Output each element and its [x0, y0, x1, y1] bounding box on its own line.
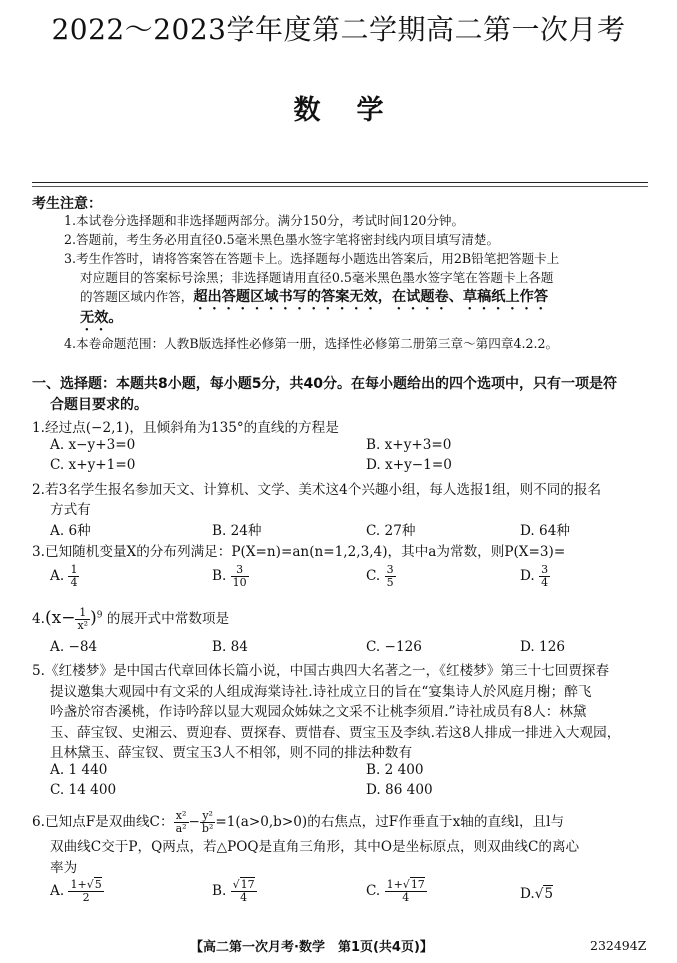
q3-c-label: C. [366, 568, 381, 584]
note-3-line2: 对应题目的答案标号涂黑；非选择题请用直径0.5毫米黑色墨水签字笔在答题卡上各题 [80, 270, 554, 285]
q6-b-fraction [231, 879, 257, 904]
q6-b-radicand: 17 [240, 878, 255, 891]
q6-line1 [32, 810, 564, 835]
q3-d-fraction [539, 564, 550, 589]
q3-d-num: 3 [541, 563, 549, 576]
q6-c-num: 1+√17 [386, 878, 425, 891]
q4-stem [32, 607, 229, 632]
q6-frac-x-den: a² [175, 822, 187, 835]
note-3-emphasis-end: 无效。 [80, 310, 123, 326]
q6-b-label: B. [212, 883, 227, 899]
q5-option-a: A. 1 440 [50, 762, 108, 778]
q3-option-c [366, 564, 396, 589]
q6-frac-x-num: x² [174, 810, 189, 823]
q6-a-fraction [68, 879, 103, 904]
note-3-line4 [80, 308, 123, 334]
q4-expr-close: ) [90, 608, 97, 628]
q6-d-label: D. [520, 886, 535, 902]
q2-option-b: B. 24种 [212, 523, 262, 539]
q4-option-d: D. 126 [520, 639, 566, 655]
q6-c-fraction [385, 879, 427, 904]
q3-a-den: 4 [70, 576, 78, 589]
q5-line2: 提议邀集大观园中有文采的人组成海棠诗社.诗社成立日的旨在“宴集诗人於风庭月榭；醉飞 [50, 684, 592, 700]
q6-a-num: 1+√5 [70, 878, 102, 891]
q1-option-a: A. x−y+3=0 [50, 437, 136, 453]
q3-d-label: D. [520, 568, 535, 584]
q3-c-den: 5 [386, 576, 394, 589]
q2-option-c: C. 27种 [366, 523, 416, 539]
q6-text-a: 6.已知点F是双曲线C： [32, 814, 174, 830]
q1-option-d: D. x+y−1=0 [366, 457, 452, 473]
q3-a-label: A. [50, 568, 65, 584]
q3-a-num: 1 [70, 563, 78, 576]
q6-c-den: 4 [402, 891, 410, 904]
q6-frac-y [200, 810, 215, 835]
note-3-line3 [80, 287, 548, 313]
q2-stem: 2.若3名学生报名参加天文、计算机、文学、美术这4个兴趣小组，每人选报1组，则不同的报名 [32, 482, 602, 498]
paper-code: 232494Z [590, 938, 647, 953]
q6-a-label: A. [50, 883, 65, 899]
q4-number: 4. [32, 611, 45, 627]
note-3-text: 的答题区域内作答， [80, 289, 194, 304]
q4-frac-den: x² [77, 619, 89, 632]
section-heading: 一、选择题：本题共8小题，每小题5分，共40分。在每小题给出的四个选项中，只有一项是符 [32, 376, 617, 392]
q6-d-radicand: 5 [544, 886, 554, 902]
q4-option-c: C. −126 [366, 639, 422, 655]
q4-fraction [75, 607, 90, 632]
q6-option-c [366, 879, 427, 904]
q2-option-a: A. 6种 [50, 523, 91, 539]
q1-stem: 1.经过点(−2,1)，且倾斜角为135°的直线的方程是 [32, 420, 339, 436]
q5-option-c: C. 14 400 [50, 782, 117, 798]
q5-line3: 吟盏於帘杏溪桃，作诗吟辞以显大观园众姊妹之文采不让桃李须眉.”诗社成员有8人：林黛 [50, 704, 587, 720]
note-3-line1: 3.考生作答时，请将答案答在答题卡上。选择题每小题选出答案后，用2B铅笔把答题卡上 [64, 251, 560, 266]
q6-a-radicand: 5 [94, 878, 102, 891]
section-heading-cont: 合题目要求的。 [50, 397, 148, 413]
notes-heading: 考生注意： [32, 196, 102, 212]
q6-text-b: =1(a>0,b>0)的右焦点，过F作垂直于x轴的直线l，且l与 [215, 814, 565, 830]
q5-line5: 且林黛玉、薛宝钗、贾宝玉3人不相邻，则不同的排法种数有 [50, 745, 413, 761]
q6-option-b [212, 879, 257, 904]
q6-a-den: 2 [82, 891, 90, 904]
q3-a-fraction [68, 564, 79, 589]
page-footer: 【高二第一次月考·数学 第1页(共4页)】 [190, 940, 433, 955]
q3-option-b [212, 564, 249, 589]
q2-stem-cont: 方式有 [50, 502, 91, 518]
q6-frac-x [174, 810, 189, 835]
q5-option-d: D. 86 400 [366, 782, 433, 798]
q3-b-den: 10 [232, 576, 247, 589]
q6-option-a [50, 879, 104, 904]
q5-option-b: B. 2 400 [366, 762, 424, 778]
q3-c-num: 3 [386, 563, 394, 576]
q6-c-radicand: 17 [410, 878, 425, 891]
q6-minus: − [188, 814, 200, 830]
q6-a-num-int: 1+ [70, 878, 87, 891]
q3-b-num: 3 [231, 564, 249, 577]
q3-stem: 3.已知随机变量X的分布列满足：P(X=n)=an(n=1,2,3,4)，其中a为常数，则P(X=3)= [32, 544, 566, 560]
q6-line3: 率为 [50, 860, 78, 876]
note-1: 1.本试卷分选择题和非选择题两部分。满分150分，考试时间120分钟。 [64, 213, 465, 228]
q3-d-den: 4 [541, 576, 549, 589]
divider-thick [32, 182, 648, 183]
note-3-emphasis: 超出答题区域书写的答案无效，在试题卷、草稿纸上作答 [193, 289, 549, 305]
q3-c-fraction [385, 564, 396, 589]
subject-title: 数学 [293, 95, 420, 126]
q4-expr-open: (x− [44, 608, 76, 628]
q6-c-label: C. [366, 883, 381, 899]
q4-stem-text: 的展开式中常数项是 [106, 611, 230, 627]
q5-line1: 5.《红楼梦》是中国古代章回体长篇小说，中国古典四大名著之一，《红楼梦》第三十七回贾探春 [32, 663, 610, 679]
q6-b-num: √17 [232, 878, 255, 891]
q6-b-den: 4 [240, 891, 248, 904]
q3-option-a [50, 564, 79, 589]
q1-option-b: B. x+y+3=0 [366, 437, 452, 453]
q6-frac-y-num: y² [200, 810, 215, 823]
q4-power: 9 [96, 610, 103, 621]
q2-option-d: D. 64种 [520, 523, 570, 539]
q4-frac-num: 1 [75, 607, 90, 620]
q3-option-d [520, 564, 550, 589]
q6-c-num-int: 1+ [386, 878, 403, 891]
note-4: 4.本卷命题范围：人教B版选择性必修第一册，选择性必修第二册第三章～第四章4.2.2。 [64, 336, 559, 351]
q6-option-d: D.√5 [520, 886, 554, 902]
q4-option-b: B. 84 [212, 639, 248, 655]
q3-b-label: B. [212, 568, 227, 584]
q3-b-fraction [231, 564, 249, 589]
q5-line4: 玉、薛宝钗、史湘云、贾迎春、贾探春、贾惜春、贾宝玉及李纨.若这8人排成一排进入大观园， [50, 725, 621, 741]
note-2: 2.答题前，考生务必用直径0.5毫米黑色墨水签字笔将密封线内项目填写清楚。 [64, 232, 500, 247]
q4-option-a: A. −84 [50, 639, 98, 655]
q1-option-c: C. x+y+1=0 [50, 457, 136, 473]
exam-title: 2022～2023学年度第二学期高二第一次月考 [51, 13, 626, 46]
divider-thin [32, 186, 648, 187]
q6-line2: 双曲线C交于P，Q两点，若△POQ是直角三角形，其中O是坐标原点，则双曲线C的离心 [50, 839, 580, 855]
q6-frac-y-den: b² [201, 822, 214, 835]
